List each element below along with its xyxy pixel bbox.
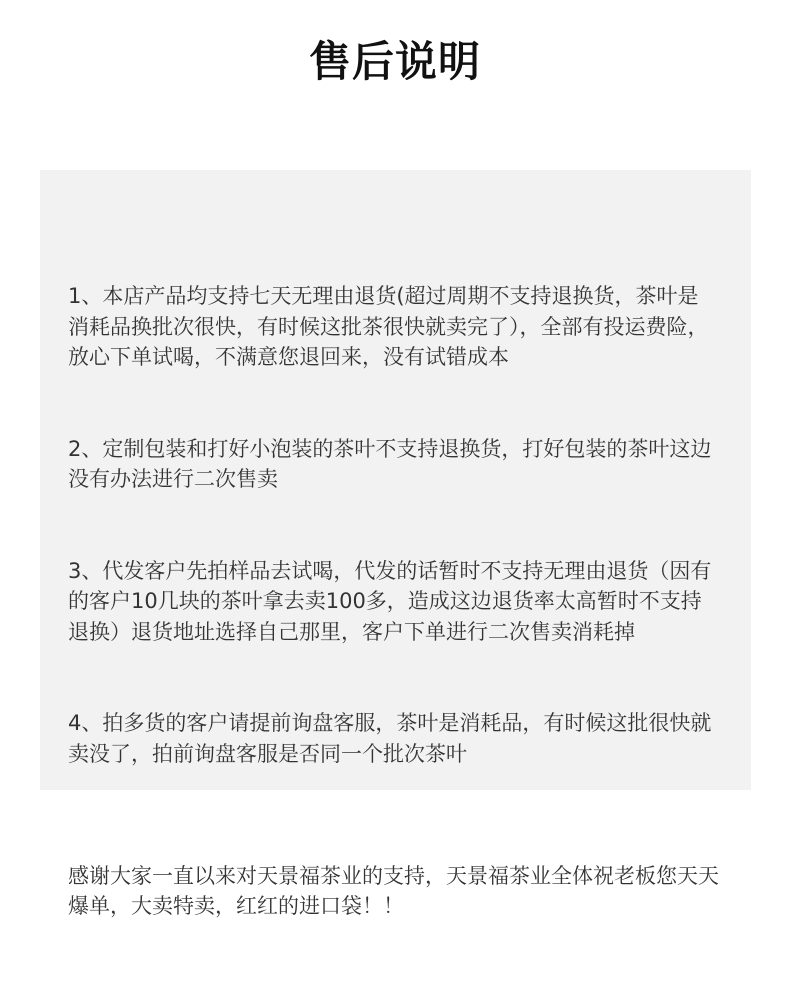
page-title: 售后说明 — [308, 37, 481, 86]
notice-item-2: 2、定制包装和打好小泡装的茶叶不支持退换货，打好包装的茶叶这边没有办法进行二次售卖 — [68, 436, 712, 491]
after-sales-notice-panel — [40, 170, 751, 918]
notice-body — [68, 220, 719, 983]
thanks-message: 感谢大家一直以来对天景福茶业的支持，天景福茶业全体祝老板您天天爆单，大卖特卖，红红的进口袋！！ — [68, 863, 719, 918]
notice-item-1: 1、本店产品均支持七天无理由退货(超过周期不支持退换货，茶叶是消耗品换批次很快，有时候这批茶很快就卖完了），全部有投运费险，放心下单试喝，不满意您退回来，没有试错成本 — [68, 284, 709, 369]
notice-item-4: 4、拍多货的客户请提前询盘客服，茶叶是消耗品，有时候这批很快就卖没了，拍前询盘客服是否同一个批次茶叶 — [68, 711, 712, 766]
notice-item-3: 3、代发客户先拍样品去试喝，代发的话暂时不支持无理由退货（因有的客户10几块的茶叶拿去卖100多，造成这边退货率太高暂时不支持退换）退货地址选择自己那里，客户下单进行二次售卖消耗掉 — [68, 558, 712, 644]
